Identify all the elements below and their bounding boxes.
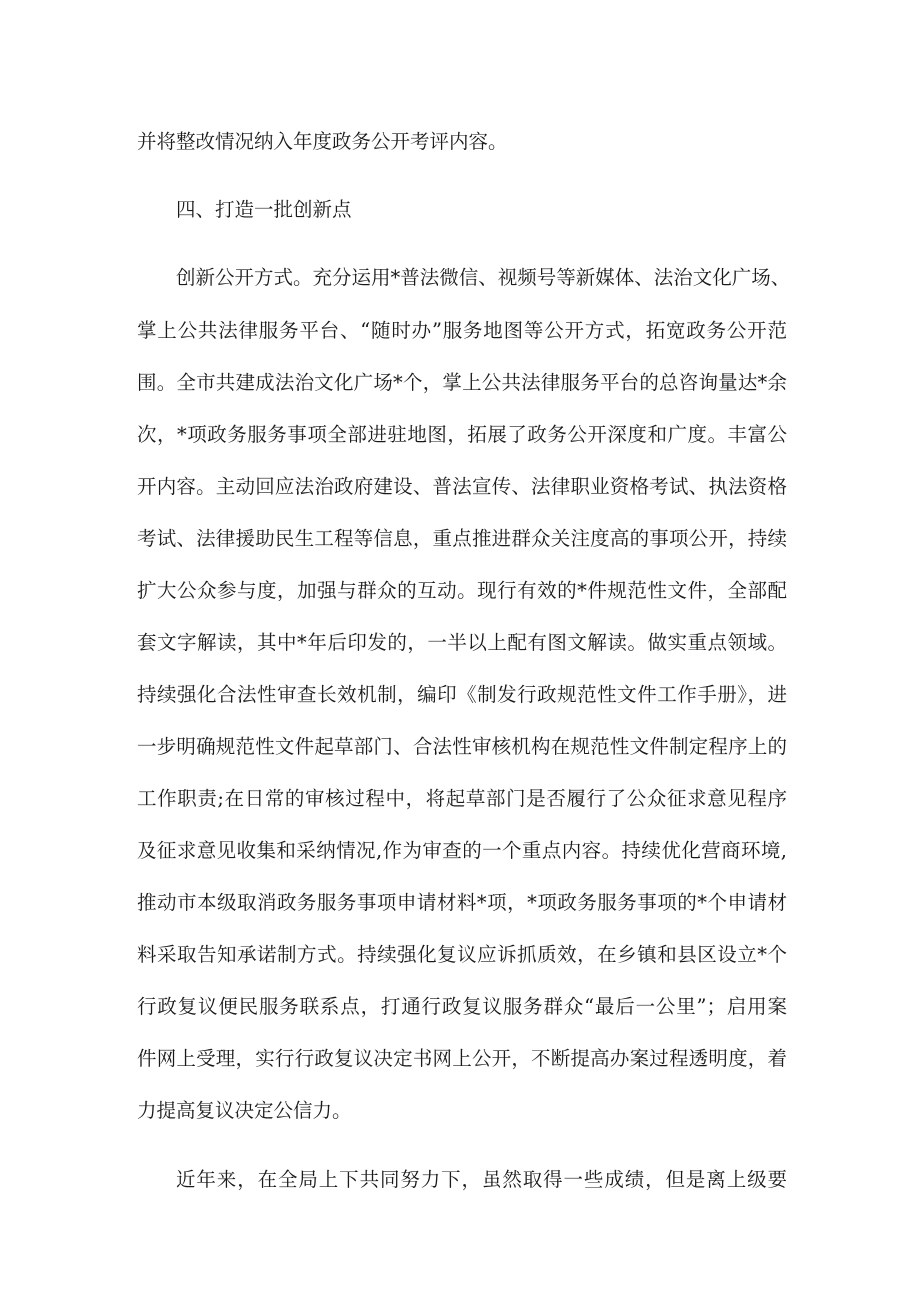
paragraph-line: 行政复议便民服务联系点，打通行政复议服务群众“最后一公里”；启用案 (137, 995, 787, 1018)
paragraph-line: 掌上公共法律服务平台、“随时办”服务地图等公开方式，拓宽政务公开范 (137, 319, 787, 342)
paragraph-line: 扩大公众参与度，加强与群众的互动。现行有效的*件规范性文件，全部配 (137, 579, 787, 602)
paragraph-line: 力提高复议决定公信力。 (137, 1099, 352, 1122)
paragraph-line: 持续强化合法性审查长效机制，编印《制发行政规范性文件工作手册》，进 (137, 683, 787, 706)
section-heading: 四、打造一批创新点 (176, 198, 352, 221)
paragraph-line: 围。全市共建成法治文化广场*个，掌上公共法律服务平台的总咨询量达*余 (137, 371, 787, 394)
paragraph-line: 创新公开方式。充分运用*普法微信、视频号等新媒体、法治文化广场、 (176, 266, 791, 289)
paragraph-conclusion-first-line: 近年来，在全局上下共同努力下，虽然取得一些成绩，但是离上级要 (176, 1168, 787, 1191)
paragraph-line: 开内容。主动回应法治政府建设、普法宣传、法律职业资格考试、执法资格 (137, 475, 787, 498)
paragraph-line: 考试、法律援助民生工程等信息，重点推进群众关注度高的事项公开，持续 (137, 527, 787, 550)
paragraph-line: 次，*项政务服务事项全部进驻地图，拓展了政务公开深度和广度。丰富公 (137, 423, 787, 446)
paragraph-line: 套文字解读，其中*年后印发的，一半以上配有图文解读。做实重点领域。 (137, 631, 787, 654)
continuation-line: 并将整改情况纳入年度政务公开考评内容。 (137, 130, 508, 153)
paragraph-line: 件网上受理，实行行政复议决定书网上公开，不断提高办案过程透明度，着 (137, 1047, 787, 1070)
paragraph-line: 及征求意见收集和采纳情况,作为审查的一个重点内容。持续优化营商环境, (137, 839, 787, 862)
paragraph-line: 推动市本级取消政务服务事项申请材料*项，*项政务服务事项的*个申请材 (137, 891, 787, 914)
paragraph-line: 料采取告知承诺制方式。持续强化复议应诉抓质效，在乡镇和县区设立*个 (137, 943, 787, 966)
paragraph-line: 工作职责;在日常的审核过程中，将起草部门是否履行了公众征求意见程序 (137, 787, 787, 810)
paragraph-line: 一步明确规范性文件起草部门、合法性审核机构在规范性文件制定程序上的 (137, 735, 787, 758)
